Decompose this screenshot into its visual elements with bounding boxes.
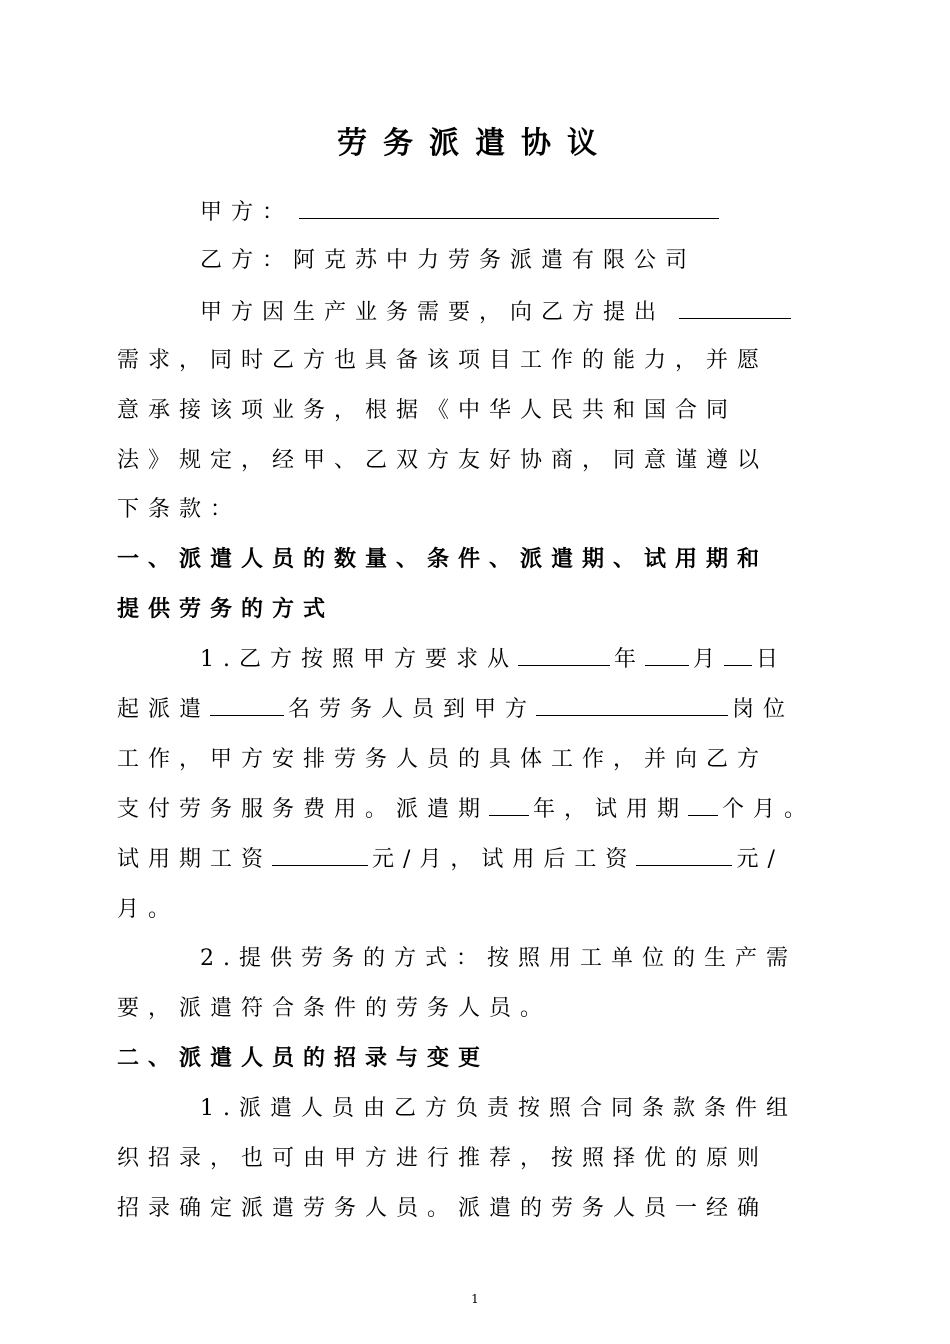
text: 月 (693, 647, 725, 672)
intro-text-1: 甲方因生产业务需要，向乙方提出 (200, 300, 666, 325)
party-b-line (200, 246, 696, 276)
text: 年，试用期 (533, 797, 689, 822)
s2-item1-line-3: 招录确定派遣劳务人员。派遣的劳务人员一经确 (117, 1196, 769, 1221)
intro-line-2: 需求，同时乙方也具备该项目工作的能力，并愿 (117, 348, 769, 373)
s1-item2-line-1: 2.提供劳务的方式：按照用工单位的生产需 (200, 946, 797, 971)
dispatch-period-blank[interactable] (489, 795, 529, 816)
s1-item1-line-4 (117, 795, 815, 825)
text: 元/ (736, 847, 784, 872)
s1-item2-line-2: 要，派遣符合条件的劳务人员。 (117, 996, 552, 1021)
intro-line-3: 意承接该项业务，根据《中华人民共和国合同 (117, 398, 738, 423)
text: 年 (614, 647, 646, 672)
worker-count-blank[interactable] (210, 695, 284, 716)
intro-line-1 (200, 298, 795, 328)
s1-item1-line-6: 月。 (117, 897, 180, 922)
text: 1.乙方按照甲方要求从 (200, 647, 518, 672)
text: 个月。 (722, 797, 816, 822)
text: 名劳务人员到甲方 (288, 697, 537, 722)
regular-wage-blank[interactable] (636, 845, 732, 866)
s1-item1-line-1 (200, 645, 787, 675)
position-blank[interactable] (536, 695, 728, 716)
intro-line-5: 下条款： (117, 497, 242, 522)
document-title: 劳务派遣协议 (337, 126, 613, 161)
probation-period-blank[interactable] (688, 795, 718, 816)
start-month-blank[interactable] (645, 645, 689, 666)
probation-wage-blank[interactable] (272, 845, 368, 866)
text: 支付劳务服务费用。派遣期 (117, 797, 490, 822)
party-a-blank[interactable] (299, 198, 719, 219)
intro-line-4: 法》规定，经甲、乙双方友好协商，同意谨遵以 (117, 448, 769, 473)
s2-item1-line-2: 织招录，也可由甲方进行推荐，按照择优的原则 (117, 1146, 769, 1171)
demand-blank[interactable] (679, 298, 791, 319)
s1-item1-line-5 (117, 845, 784, 875)
section2-heading: 二、派遣人员的招录与变更 (117, 1046, 490, 1071)
party-a-label: 甲方： (200, 200, 294, 225)
s1-item1-line-2 (117, 695, 794, 725)
text: 试用期工资 (117, 847, 273, 872)
text: 日 (756, 647, 788, 672)
text: 起派遣 (117, 697, 211, 722)
section1-heading-1: 一、派遣人员的数量、条件、派遣期、试用期和 (117, 547, 769, 572)
text: 岗位 (732, 697, 795, 722)
s1-item1-line-3: 工作，甲方安排劳务人员的具体工作，并向乙方 (117, 747, 769, 772)
party-b-label: 乙方： (200, 248, 294, 273)
section1-heading-2: 提供劳务的方式 (117, 597, 335, 622)
page-number: 1 (471, 1292, 479, 1306)
s2-item1-line-1: 1.派遣人员由乙方负责按照合同条款条件组 (200, 1096, 797, 1121)
party-a-line (200, 198, 723, 228)
start-year-blank[interactable] (518, 645, 610, 666)
party-b-name: 阿克苏中力劳务派遣有限公司 (293, 248, 697, 273)
start-day-blank[interactable] (724, 645, 752, 666)
text: 元/月，试用后工资 (372, 847, 637, 872)
